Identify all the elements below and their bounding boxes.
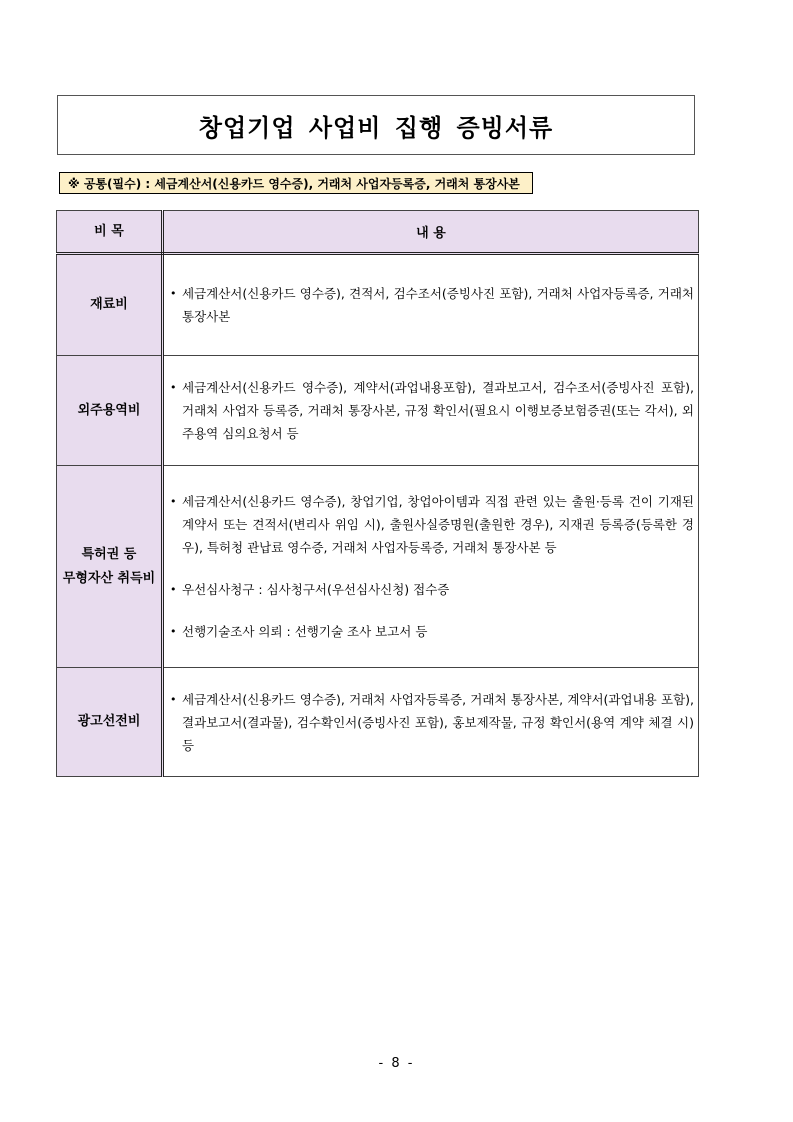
list-item: • 선행기술조사 의뢰 : 선행기술 조사 보고서 등: [170, 620, 694, 643]
row-content: [163, 254, 699, 356]
page-title: 창업기업 사업비 집행 증빙서류: [198, 113, 554, 142]
row-category: [57, 356, 163, 466]
table-row: [57, 668, 699, 777]
row-category: [57, 254, 163, 356]
category-label: 무형자산 취득비: [62, 570, 156, 586]
list-item: • 우선심사청구 : 심사청구서(우선심사신청) 접수증: [170, 578, 694, 601]
title-box: [57, 95, 695, 155]
category-label: 특허권 등: [81, 546, 137, 562]
row-content: [163, 466, 699, 668]
category-label: 외주용역비: [77, 402, 141, 418]
row-category: [57, 668, 163, 777]
header-content: 내 용: [163, 211, 699, 254]
page-number: - 8 -: [378, 1056, 415, 1071]
table-row: [57, 254, 699, 356]
table-row: [57, 466, 699, 668]
row-content: [163, 356, 699, 466]
category-label: 재료비: [90, 297, 128, 312]
table-header-row: [57, 211, 699, 254]
header-category: 비 목: [57, 211, 163, 254]
row-content: [163, 668, 699, 777]
list-item: • 세금계산서(신용카드 영수증), 창업기업, 창업아이템과 직접 관련 있는 출원·등록 건이 기재된 계약서 또는 견적서(변리사 위임 시), 출원사실증명원(출원한 경우), 지재권 등록증(등록한 경우), 특허청 관납료 영수증, 거래처 사업자등록증, 거래처 통장사본 등: [170, 490, 694, 559]
evidence-documents-table: [56, 210, 699, 777]
common-required-note: ※ 공통(필수) : 세금계산서(신용카드 영수증), 거래처 사업자등록증, 거래처 통장사본: [59, 172, 533, 194]
row-category: [57, 466, 163, 668]
list-item: • 세금계산서(신용카드 영수증), 거래처 사업자등록증, 거래처 통장사본, 계약서(과업내용 포함), 결과보고서(결과물), 검수확인서(증빙사진 포함), 홍보제작물, 규정 확인서(용역 계약 체결 시) 등: [170, 688, 694, 757]
list-item: • 세금계산서(신용카드 영수증), 견적서, 검수조서(증빙사진 포함), 거래처 사업자등록증, 거래처 통장사본: [170, 282, 694, 328]
table-row: [57, 356, 699, 466]
list-item: • 세금계산서(신용카드 영수증), 계약서(과업내용포함), 결과보고서, 검수조서(증빙사진 포함), 거래처 사업자 등록증, 거래처 통장사본, 규정 확인서(필요시 이행보증보험증권(또는 각서), 외주용역 심의요청서 등: [170, 376, 694, 445]
category-label: 광고선전비: [77, 714, 141, 729]
